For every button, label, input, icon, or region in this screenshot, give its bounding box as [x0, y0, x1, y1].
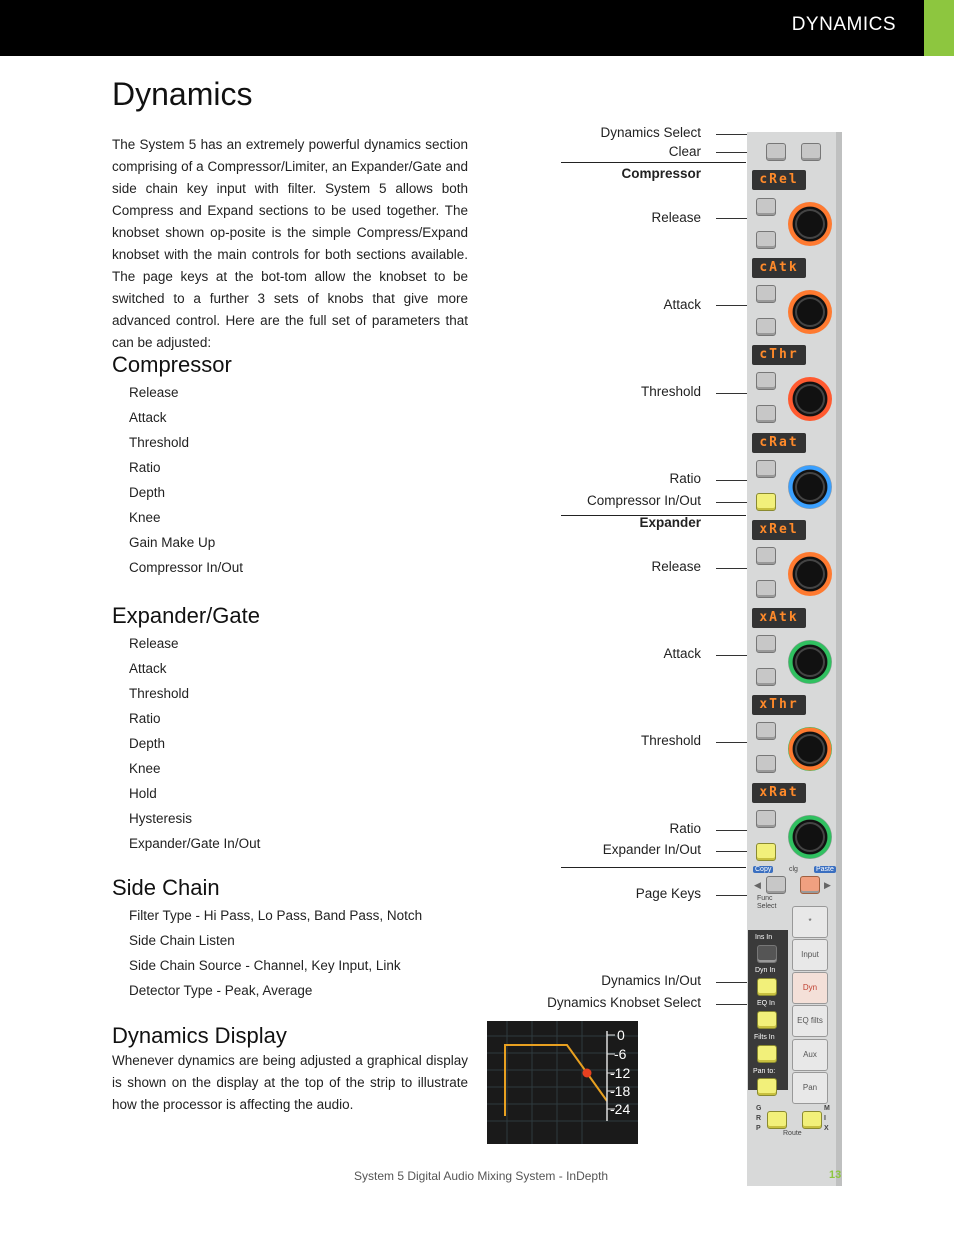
callout-c-ratio: Ratio: [669, 471, 701, 486]
expander-list: [129, 631, 260, 856]
filts-in-button[interactable]: [757, 1045, 777, 1063]
eq-in-button[interactable]: [757, 1011, 777, 1029]
compressor-inout-button[interactable]: [756, 493, 776, 511]
divider: [561, 867, 746, 868]
list-item: Compressor In/Out: [129, 560, 244, 575]
list-item: Hysteresis: [129, 811, 193, 826]
callout-knobset-select: Dynamics Knobset Select: [547, 995, 701, 1010]
list-item: Side Chain Source - Channel, Key Input, Link: [129, 958, 401, 973]
list-item: Threshold: [129, 435, 190, 450]
paste-label: Paste: [816, 866, 834, 873]
list-item: Filter Type - Hi Pass, Lo Pass, Band Pass, Notch: [129, 908, 423, 923]
param-display: xRel: [752, 520, 806, 540]
strip-button[interactable]: [756, 755, 776, 773]
callout-c-threshold: Threshold: [640, 384, 701, 399]
dynamics-graph: [487, 1021, 638, 1144]
ins-in-label: Ins In: [755, 934, 773, 941]
dynamics-select-button[interactable]: [801, 143, 821, 161]
scale-label: -24: [610, 1101, 631, 1117]
expander-attack-knob[interactable]: [788, 640, 832, 684]
clg-label: clg: [789, 866, 798, 873]
page-right-icon[interactable]: ▶: [824, 880, 831, 890]
callout-dynamics-select: Dynamics Select: [600, 125, 701, 140]
strip-button[interactable]: [756, 635, 776, 653]
strip-button[interactable]: [756, 285, 776, 303]
param-display: xAtk: [752, 608, 806, 628]
list-item: Release: [129, 385, 179, 400]
accent-tab: [924, 0, 954, 56]
callout-clear: Clear: [668, 144, 701, 159]
expander-release-knob[interactable]: [788, 552, 832, 596]
param-display: xThr: [752, 695, 806, 715]
operating-point: [583, 1069, 592, 1078]
list-item: Detector Type - Peak, Average: [129, 983, 313, 998]
eq-in-label: EQ In: [757, 1000, 775, 1007]
graph-svg: [487, 1021, 638, 1144]
param-display: cRat: [752, 433, 806, 453]
dynamics-inout-button[interactable]: [757, 978, 777, 996]
callout-c-release: Release: [651, 210, 701, 225]
compressor-ratio-knob[interactable]: [788, 465, 832, 509]
header-bar: [0, 0, 954, 56]
page-number: 13: [829, 1169, 842, 1181]
callout-x-attack: Attack: [663, 646, 701, 661]
strip-button[interactable]: [756, 580, 776, 598]
scale-label: -18: [610, 1083, 631, 1099]
intro-paragraph: The System 5 has an extremely powerful dynamics section comprising of a Compressor/Limiter, an Expander/Gate and side chain key input with filter. System 5 allows both Compress and Expand sections to be used together. The knobset shown op-posite is the simple Compress/Expand knobset with the main controls for both sections available. The page keys at the bot-tom allow the knobset to be switched to a further 3 sets of knobs that give more advanced control. Here are the full set of parameters that can be adjusted:: [112, 137, 468, 350]
page-key-left[interactable]: [766, 876, 786, 894]
callout-compressor: Compressor: [621, 166, 701, 181]
mix-route-button[interactable]: [802, 1111, 822, 1129]
knobset-key[interactable]: Pan: [792, 1072, 828, 1104]
display-paragraph: Whenever dynamics are being adjusted a graphical display is shown on the display at the top of the strip to illustrate how the processor is affecting the audio.: [112, 1053, 468, 1112]
param-display: cAtk: [752, 258, 806, 278]
strip-button[interactable]: [756, 318, 776, 336]
page-left-icon[interactable]: ◀: [754, 880, 761, 890]
strip-button[interactable]: [756, 722, 776, 740]
strip-button[interactable]: [756, 460, 776, 478]
list-item: Ratio: [129, 460, 161, 475]
strip-button[interactable]: [756, 668, 776, 686]
func-select-label: Func Select: [757, 895, 777, 910]
param-display: cRel: [752, 170, 806, 190]
knobset-key[interactable]: EQ filts: [792, 1005, 828, 1037]
ins-in-button[interactable]: [757, 945, 777, 963]
list-item: Hold: [129, 786, 157, 801]
compressor-list: [129, 380, 243, 580]
sidechain-list: [129, 903, 422, 1003]
callout-x-threshold: Threshold: [640, 733, 701, 748]
divider: [561, 162, 746, 163]
list-item: Knee: [129, 510, 161, 525]
transfer-curve: [505, 1045, 607, 1116]
strip-button[interactable]: [756, 547, 776, 565]
knobset-key[interactable]: *: [792, 906, 828, 938]
list-item: Depth: [129, 485, 166, 500]
list-item: Threshold: [129, 686, 190, 701]
grp-label: G R P: [756, 1105, 762, 1132]
callout-x-release: Release: [651, 559, 701, 574]
strip-button[interactable]: [756, 405, 776, 423]
list-item: Ratio: [129, 711, 161, 726]
scale-label: -12: [610, 1065, 631, 1081]
param-display: xRat: [752, 783, 806, 803]
list-item: Attack: [129, 410, 167, 425]
page-key-right[interactable]: [800, 876, 820, 894]
strip-button[interactable]: [756, 372, 776, 390]
callout-dynamics-inout: Dynamics In/Out: [601, 973, 701, 988]
scale-label: 0: [617, 1027, 625, 1043]
callout-x-ratio: Ratio: [669, 821, 701, 836]
list-item: Attack: [129, 661, 167, 676]
strip-button[interactable]: [756, 231, 776, 249]
display-heading: Dynamics Display: [112, 1023, 287, 1048]
dyn-in-label: Dyn In: [755, 967, 776, 974]
list-item: Side Chain Listen: [129, 933, 235, 948]
compressor-heading: Compressor: [112, 352, 232, 377]
callout-compressor-inout: Compressor In/Out: [586, 493, 701, 508]
expander-threshold-knob[interactable]: [788, 727, 832, 771]
param-display: cThr: [752, 345, 806, 365]
scale-label: -6: [614, 1046, 627, 1062]
expander-heading: Expander/Gate: [112, 603, 260, 628]
footer-text: System 5 Digital Audio Mixing System - InDepth: [354, 1169, 609, 1183]
sidechain-heading: Side Chain: [112, 875, 220, 900]
dynamics-knobset-select-key[interactable]: Dyn: [792, 972, 828, 1004]
compressor-attack-knob[interactable]: [788, 290, 832, 334]
section-title: DYNAMICS: [791, 14, 896, 35]
copy-label: Copy: [755, 866, 772, 873]
expander-ratio-knob[interactable]: [788, 815, 832, 859]
pan-to-label: Pan to:: [753, 1068, 776, 1075]
callout-expander-inout: Expander In/Out: [602, 842, 701, 857]
list-item: Gain Make Up: [129, 535, 216, 550]
strip-button[interactable]: [756, 810, 776, 828]
compressor-release-knob[interactable]: [788, 202, 832, 246]
compressor-threshold-knob[interactable]: [788, 377, 832, 421]
list-item: Depth: [129, 736, 166, 751]
page-title: Dynamics: [112, 76, 253, 112]
list-item: Expander/Gate In/Out: [129, 836, 261, 851]
grp-route-button[interactable]: [767, 1111, 787, 1129]
knobset-key[interactable]: Aux: [792, 1039, 828, 1071]
list-item: Knee: [129, 761, 161, 776]
mix-label: M I X: [824, 1105, 830, 1132]
knobset-key[interactable]: Input: [792, 939, 828, 971]
callout-c-attack: Attack: [663, 297, 701, 312]
strip-button[interactable]: [756, 198, 776, 216]
route-label: Route: [783, 1130, 802, 1137]
callout-expander: Expander: [639, 515, 701, 530]
expander-inout-button[interactable]: [756, 843, 776, 861]
pan-to-button[interactable]: [757, 1078, 777, 1096]
filts-in-label: Filts In: [754, 1034, 775, 1041]
clear-button[interactable]: [766, 143, 786, 161]
list-item: Release: [129, 636, 179, 651]
callout-page-keys: Page Keys: [635, 886, 701, 901]
